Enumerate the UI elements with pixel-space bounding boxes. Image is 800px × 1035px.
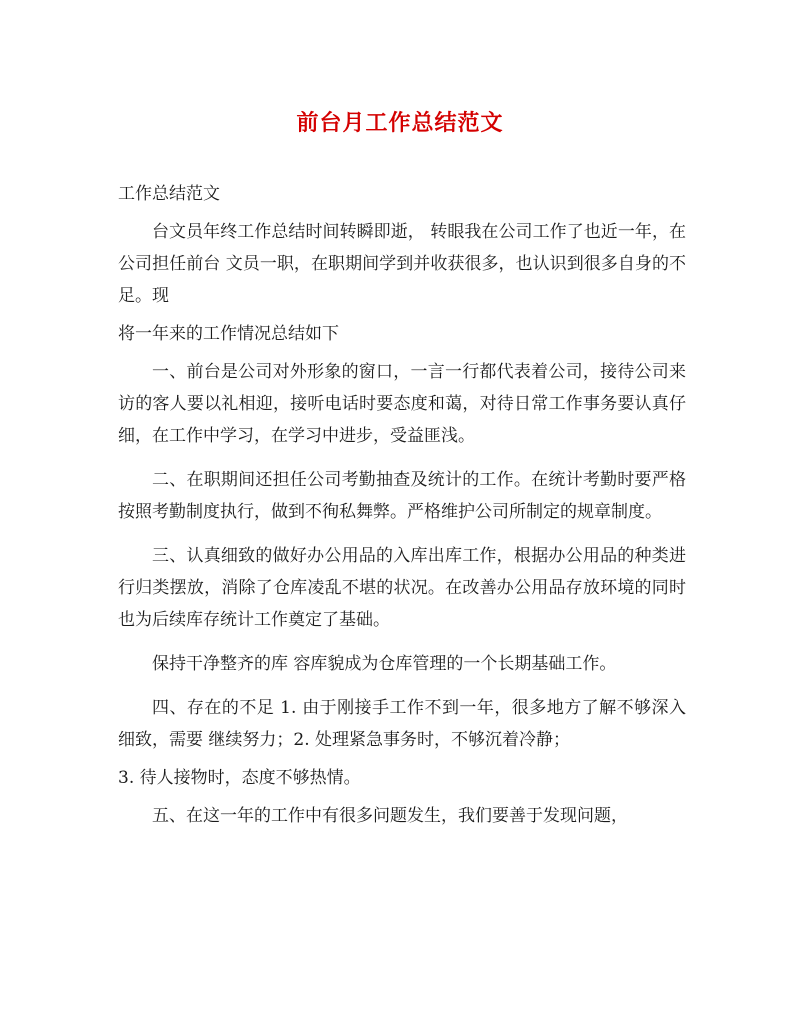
paragraph: 3. 待人接物时，态度不够热情。 <box>118 768 361 788</box>
paragraph: 四、存在的不足 1. 由于刚接手工作不到一年，很多地方了解不够深入细致，需要 继续努力；2. 处理紧急事务时，不够沉着冷静； <box>118 698 686 750</box>
document-body <box>118 178 686 844</box>
paragraph: 一、前台是公司对外形象的窗口，一言一行都代表着公司，接待公司来访的客人要以礼相迎，接听电话时要态度和蔼，对待日常工作事务要认真仔细，在工作中学习，在学习中进步，受益匪浅。 <box>118 362 686 446</box>
paragraph: 三、认真细致的做好办公用品的入库出库工作，根据办公用品的种类进行归类摆放，消除了仓库凌乱不堪的状况。在改善办公用品存放环境的同时也为后续库存统计工作奠定了基础。 <box>118 546 686 630</box>
paragraph: 保持干净整齐的库 容库貌成为仓库管理的一个长期基础工作。 <box>152 654 617 674</box>
paragraph: 台文员年终工作总结时间转瞬即逝， 转眼我在公司工作了也近一年，在公司担任前台 文员一职，在职期间学到并收获很多，也认识到很多自身的不足。现 <box>118 222 686 306</box>
paragraph: 五、在这一年的工作中有很多问题发生，我们要善于发现问题， <box>152 806 628 826</box>
paragraph: 二、在职期间还担任公司考勤抽查及统计的工作。在统计考勤时要严格按照考勤制度执行，做到不徇私舞弊。严格维护公司所制定的规章制度。 <box>118 470 686 522</box>
document-title: 前台月工作总结范文 <box>296 110 504 136</box>
paragraph: 工作总结范文 <box>118 184 220 204</box>
paragraph: 将一年来的工作情况总结如下 <box>118 324 339 344</box>
